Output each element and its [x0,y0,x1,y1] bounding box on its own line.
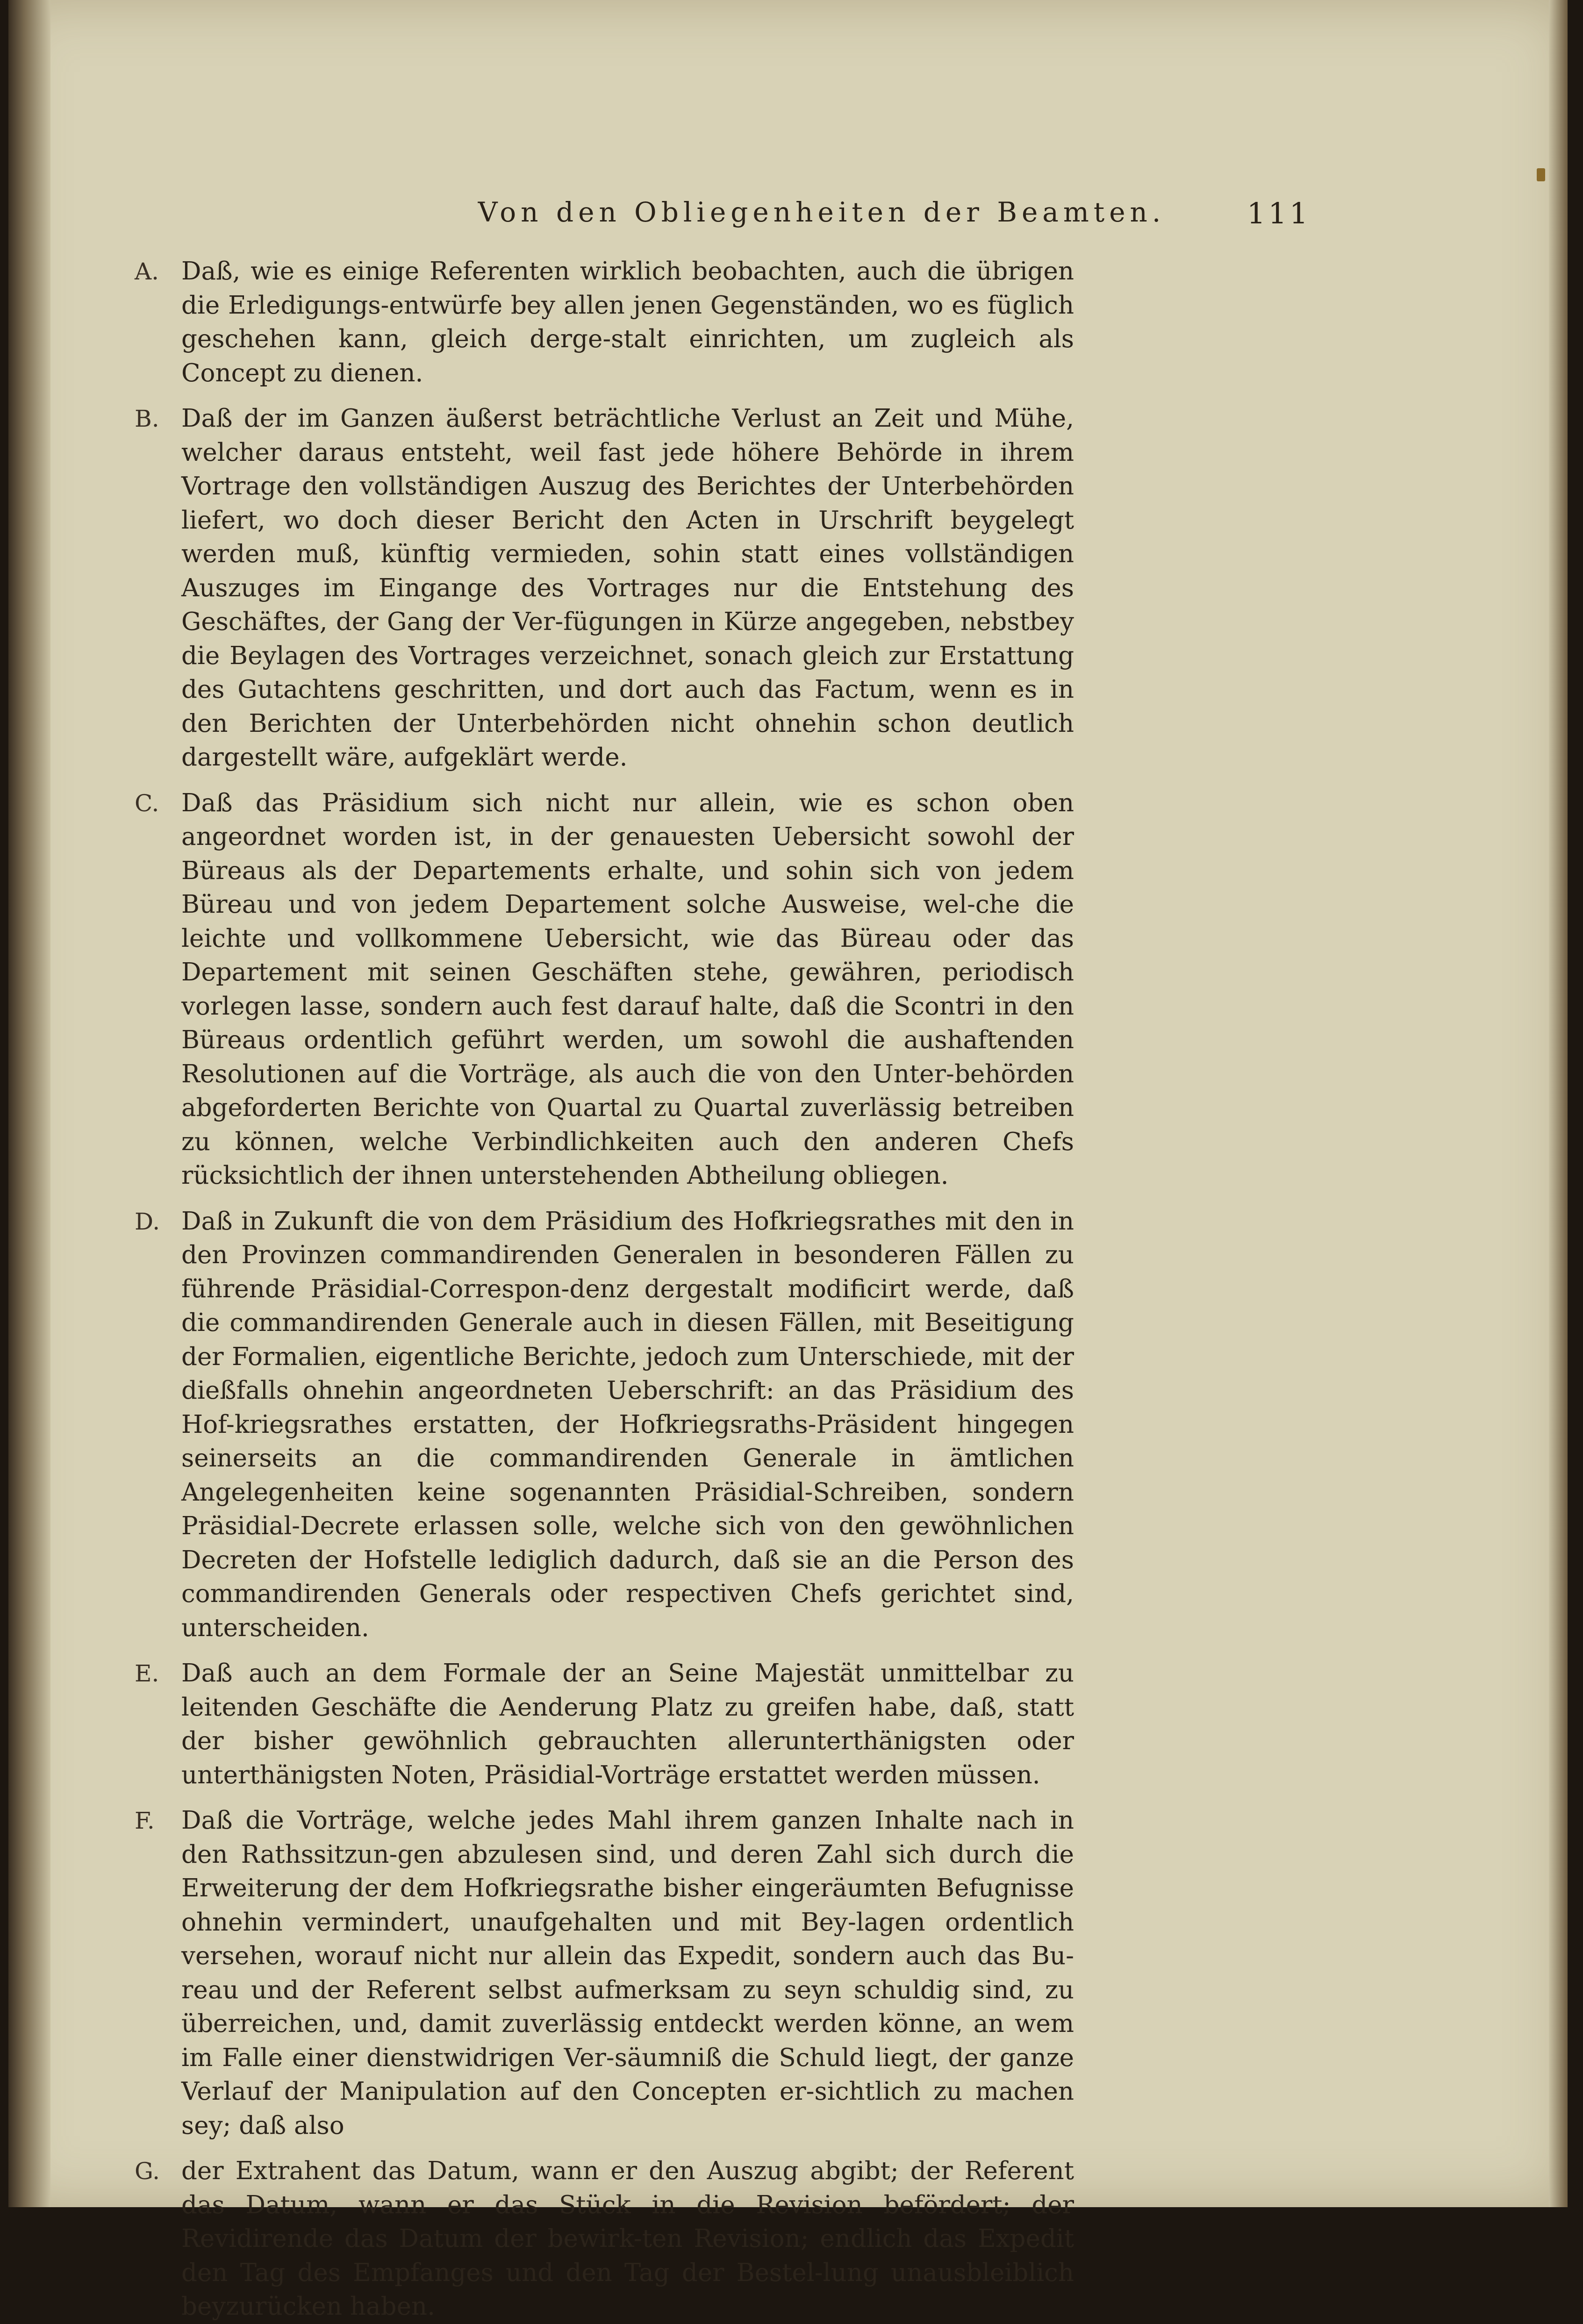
library-mark [1537,168,1545,181]
paragraph-letter: B. [135,405,159,432]
paragraph-text: Daß die Vorträge, welche jedes Mahl ihrem ganzen Inhalte nach in den Rathssitzun-gen abzulesen sind, und deren Zahl sich durch die Erweiterung der dem Hofkriegsrathe bisher eingeräumten Befugnisse ohnehin vermindert, unaufgehalten und mit Bey-lagen ordentlich versehen, worauf nicht nur allein das Expedit, sondern auch das Bu-reau und der Referent selbst aufmerksam zu seyn schuldig sind, zu überreichen, und, damit zuverlässig entdeckt werden könne, an wem im Falle einer dienstwidrigen Ver-säumniß die Schuld liegt, der ganze Verlauf der Manipulation auf den Concepten er-sichtlich zu machen sey; daß also [181,1806,1074,2140]
paragraph-f [135,1804,1074,2143]
paragraph-letter: G. [135,2158,160,2185]
paragraph-b [135,402,1074,775]
paragraph-text: der Extrahent das Datum, wann er den Auszug abgibt; der Referent das Datum, wann er das Stück in die Revision befördert; der Revidirende das Datum der bewirk-ten Revision; endlich das Expedit den Tag des Empfanges und den Tag der Bestel-lung unausbleiblich beyzurücken haben. [181,2157,1074,2321]
paragraph-text: Daß, wie es einige Referenten wirklich beobachten, auch die übrigen die Erledigungs-entwürfe bey allen jenen Gegenständen, wo es füglich geschehen kann, gleich derge-stalt einrichten, um zugleich als Concept zu dienen. [181,257,1074,387]
paragraph-e [135,1657,1074,1792]
paragraph-text: Daß der im Ganzen äußerst beträchtliche Verlust an Zeit und Mühe, welcher daraus entsteht, weil fast jede höhere Behörde in ihrem Vortrage den vollständigen Auszug des Berichtes der Unterbehörden liefert, wo doch dieser Bericht den Acten in Urschrift beygelegt werden muß, künftig vermieden, sohin statt eines vollständigen Auszuges im Eingange des Vortrages nur die Entstehung des Geschäftes, der Gang der Ver-fügungen in Kürze angegeben, nebstbey die Beylagen des Vortrages verzeichnet, sonach gleich zur Erstattung des Gutachtens geschritten, und dort auch das Factum, wenn es in den Berichten der Unterbehörden nicht ohnehin schon deutlich dargestellt wäre, aufgeklärt werde. [181,404,1074,772]
running-header: Von den Obliegenheiten der Beamten. [478,196,1166,228]
paragraph-d [135,1205,1074,1645]
paragraph-letter: A. [135,258,159,285]
paragraph-c [135,787,1074,1193]
main-text [135,255,1074,2321]
paragraph-a [135,255,1074,390]
book-page [8,0,1568,2321]
paragraph-text: Daß das Präsidium sich nicht nur allein, wie es schon oben angeordnet worden ist, in der genauesten Uebersicht sowohl der Büreaus als der Departements erhalte, und sohin sich von jedem Büreau und von jedem Departement solche Ausweise, wel-che die leichte und vollkommene Uebersicht, wie das Büreau oder das Departement mit seinen Geschäften stehe, gewähren, periodisch vorlegen lasse, sondern auch fest darauf halte, daß die Scontri in den Büreaus ordentlich geführt werden, um sowohl die aushaftenden Resolutionen auf die Vorträge, als auch die von den Unter-behörden abgeforderten Berichte von Quartal zu Quartal zuverlässig betreiben zu können, welche Verbindlichkeiten auch den anderen Chefs rücksichtlich der ihnen unterstehenden Abtheilung obliegen. [181,788,1074,1190]
page-number: 111 [1247,196,1311,230]
paragraph-letter: D. [135,1208,160,1235]
paragraph-text: Daß in Zukunft die von dem Präsidium des Hofkriegsrathes mit den in den Provinzen commandirenden Generalen in besonderen Fällen zu führende Präsidial-Correspon-denz dergestalt modificirt werde, daß die commandirenden Generale auch in diesen Fällen, mit Beseitigung der Formalien, eigentliche Berichte, jedoch zum Unterschiede, mit der dießfalls ohnehin angeordneten Ueberschrift: an das Präsidium des Hof-kriegsrathes erstatten, der Hofkriegsraths-Präsident hingegen seinerseits an die commandirenden Generale in ämtlichen Angelegenheiten keine sogenannten Präsidial-Schreiben, sondern Präsidial-Decrete erlassen solle, welche sich von den gewöhnlichen Decreten der Hofstelle lediglich dadurch, daß sie an die Person des commandirenden Generals oder respectiven Chefs gerichtet sind, unterscheiden. [181,1207,1074,1642]
paragraph-letter: E. [135,1660,159,1687]
page-edge [1549,0,1568,2207]
paragraph-g [135,2154,1074,2324]
page-gutter [8,0,50,2207]
paragraph-letter: F. [135,1807,155,1834]
paragraph-letter: C. [135,789,159,817]
paragraph-text: Daß auch an dem Formale der an Seine Majestät unmittelbar zu leitenden Geschäfte die Aenderung Platz zu greifen habe, daß, statt der bisher gewöhnlich gebrauchten allerunterthänigsten oder unterthänigsten Noten, Präsidial-Vorträge erstattet werden müssen. [181,1659,1074,1789]
